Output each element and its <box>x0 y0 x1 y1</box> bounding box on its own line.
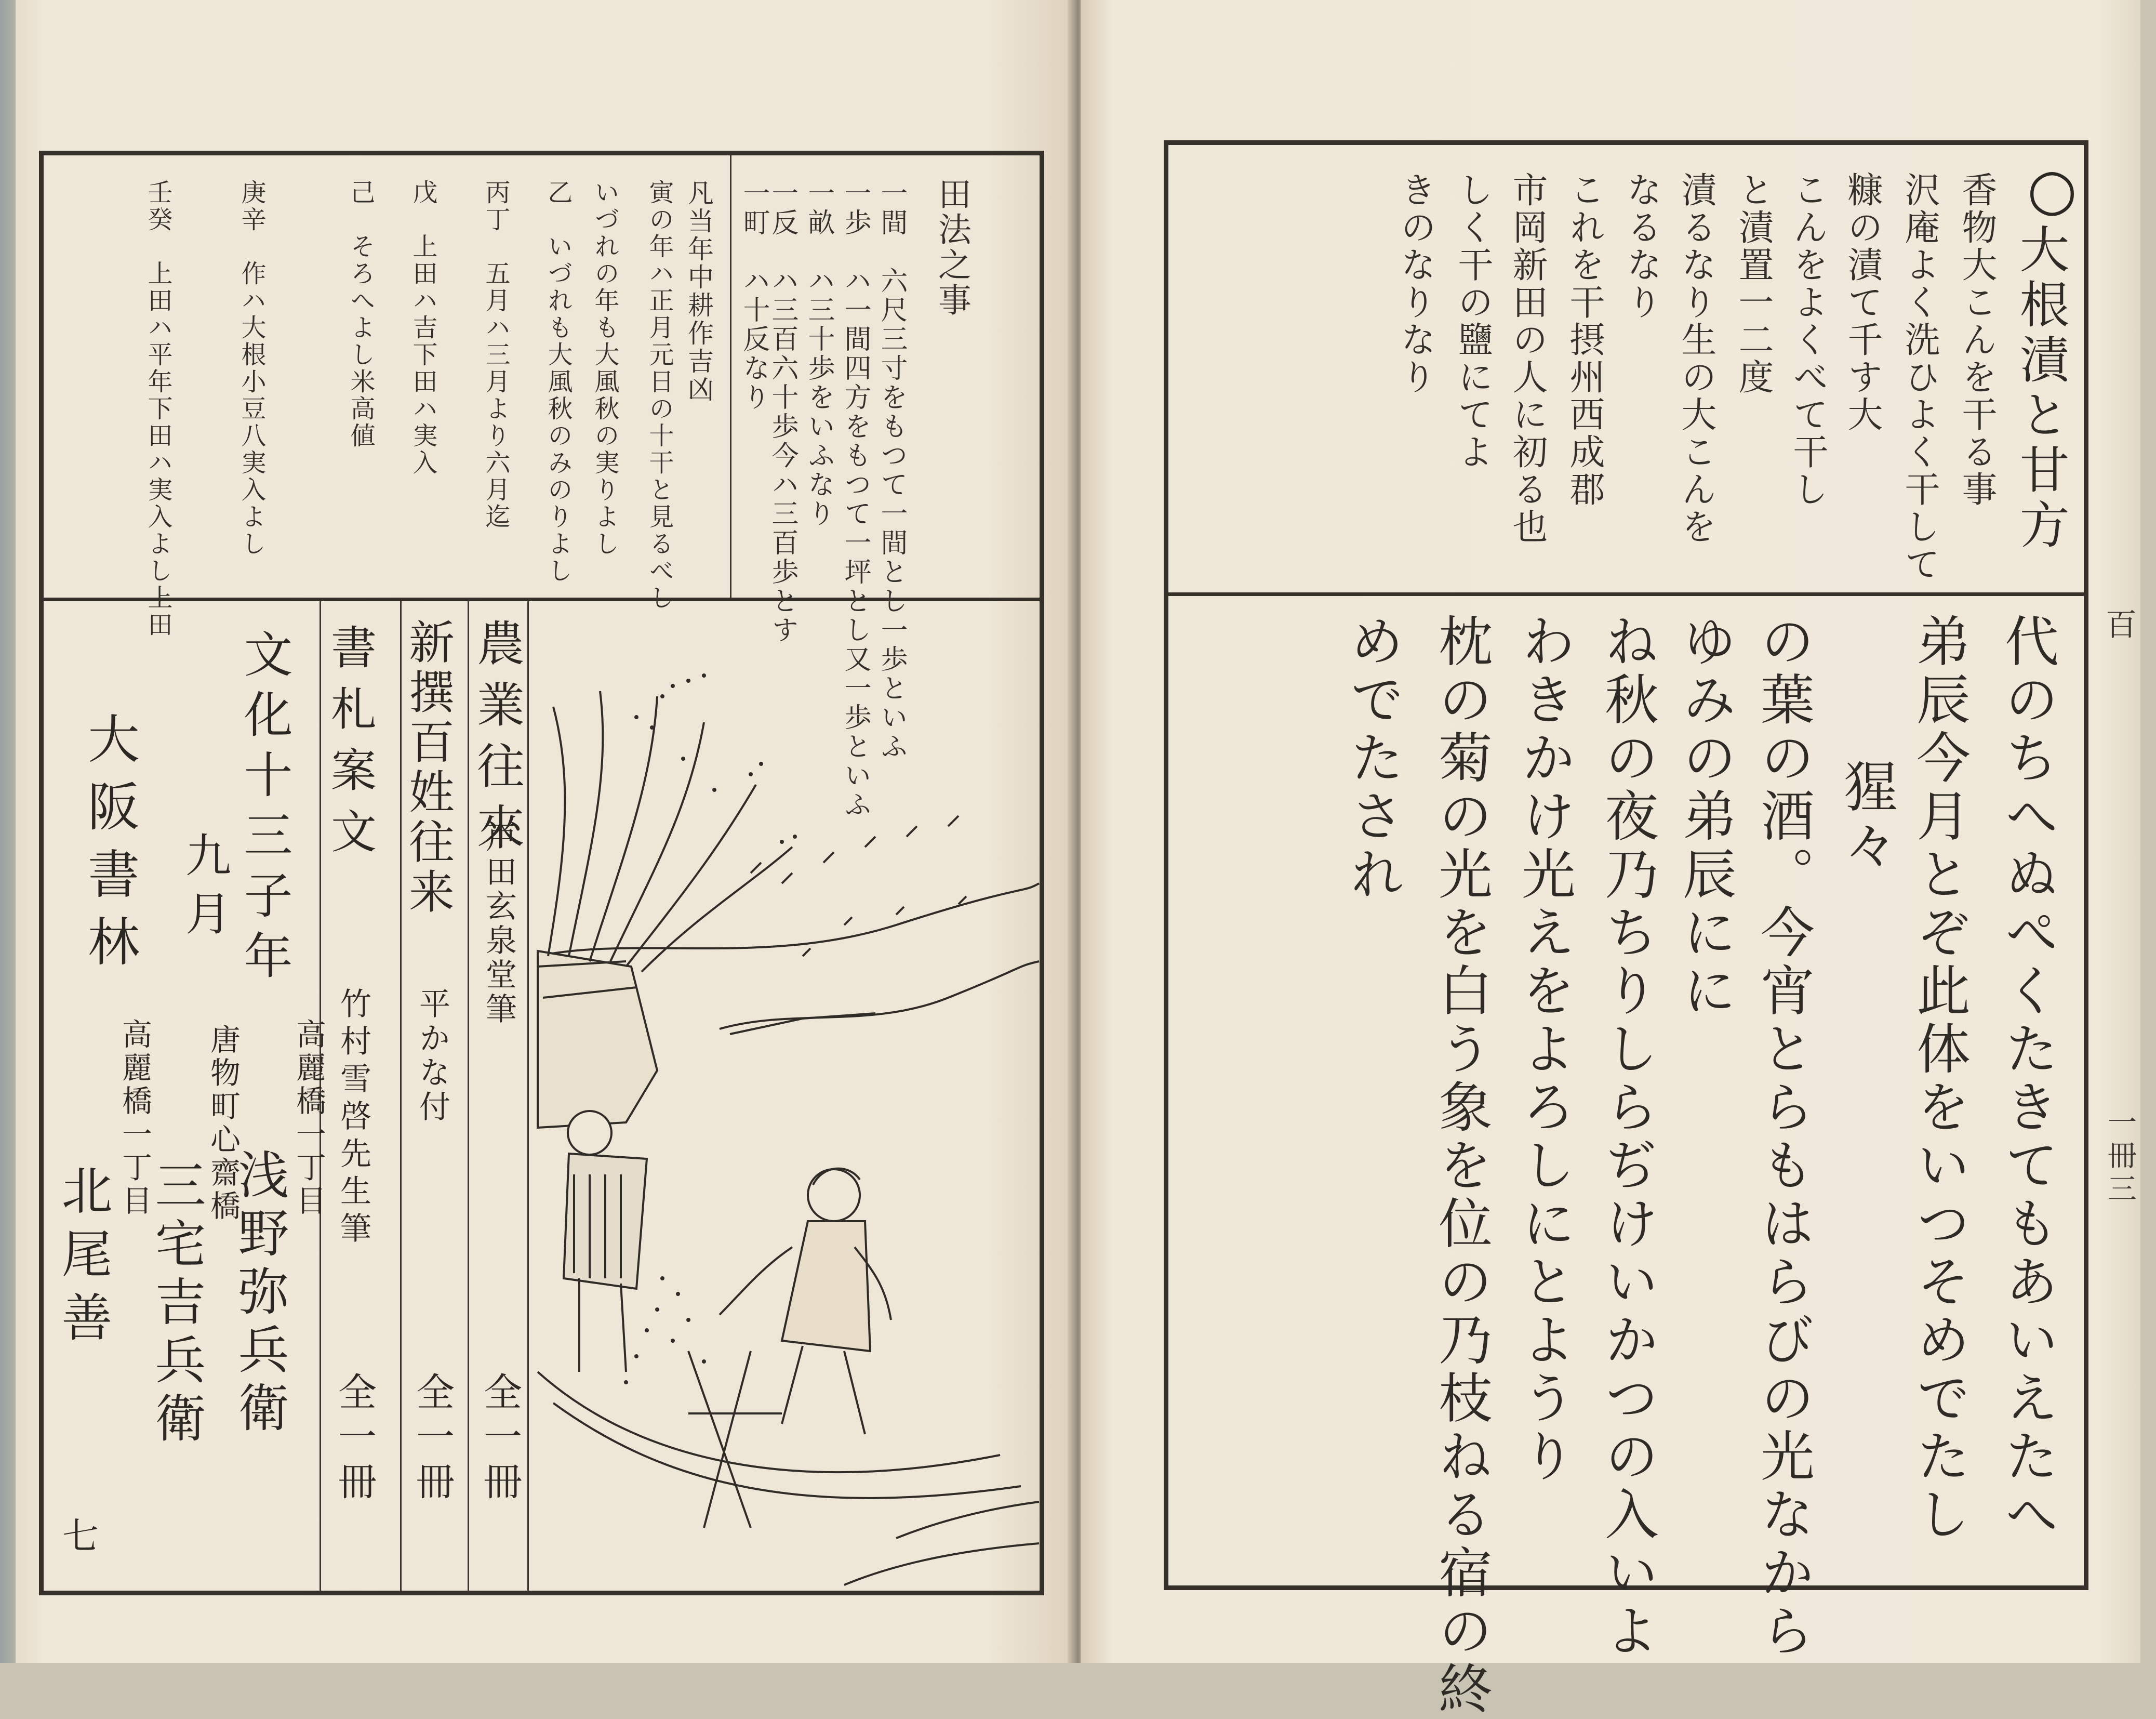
main-line-8: 枕の菊の光を白う象を位の乃枝ねる宿の終 <box>1429 613 1493 1719</box>
main-line-7: わきかけ光えをよろしにとようり <box>1512 613 1576 1486</box>
book-title-2: 新撰百姓往来 <box>402 618 455 918</box>
left-top-line-10: 丙丁 五月ハ三月より六月迄 <box>481 179 510 531</box>
book-volumes-1: 全一冊 <box>477 1372 522 1506</box>
left-top-line-7: 寅の年ハ正月元日の十干と見るべし <box>645 179 674 612</box>
book-title-1: 農業往來 <box>469 618 525 864</box>
left-top-heading: 田法之事 <box>933 177 971 318</box>
left-top-line-2: 一歩 ハ一間四方をもつて一坪とし又一歩といふ <box>840 179 871 819</box>
title-col-rule-1 <box>527 601 529 1591</box>
left-top-line-1: 一間 六尺三寸をもつて一間とし一歩といふ <box>876 179 907 761</box>
main-line-4: の葉の酒。今宵とらもはらびの光なから <box>1751 613 1815 1661</box>
right-top-line-8: これを干摂州西成郡 <box>1564 171 1605 508</box>
right-top-line-5: と漬置一二度 <box>1733 171 1774 396</box>
publisher-2-name: 三宅吉兵衛 <box>147 1159 206 1450</box>
right-top-line-1: 香物大こんを干る事 <box>1956 171 1997 508</box>
main-line-6: ね秋の夜乃ちりしらぢけいかつの入いよ <box>1595 613 1659 1661</box>
right-top-line-7: なるなり <box>1621 171 1662 321</box>
colophon-publisher-group: 大阪書林 <box>79 712 140 982</box>
publisher-2-address: 唐物町心齋橋 <box>205 1024 241 1223</box>
left-top-line-9: 乙 いづれも大風秋のみのりよし <box>543 179 573 585</box>
main-line-3: 猩々 <box>1834 759 1898 875</box>
right-top-line-10: しく干の鹽にてよ <box>1452 171 1493 471</box>
right-top-heading: 大根漬と甘方 <box>2012 223 2070 554</box>
publisher-1-address: 高麗橋一丁目 <box>291 1019 326 1218</box>
left-folio-number: 七 <box>62 1515 99 1557</box>
left-top-line-14: 壬癸 上田ハ平年下田ハ実入よし上田 <box>143 179 172 639</box>
side-label: 百 <box>2100 608 2137 643</box>
right-top-line-3: 糠の漬て千す大 <box>1842 171 1883 433</box>
publisher-1-name: 浅野弥兵衛 <box>230 1148 289 1439</box>
left-top-line-13: 庚辛 作ハ大根小豆八実入よし <box>237 179 266 558</box>
book-title-3: 書札案文 <box>324 624 377 869</box>
left-page <box>16 0 1073 1663</box>
book-author-3: 竹村雪啓先生筆 <box>335 987 371 1249</box>
harvest-illustration <box>533 603 1042 1590</box>
right-top-line-4: こんをよくべて干し <box>1787 171 1828 508</box>
edge-note: 一冊三 <box>2103 1107 2137 1207</box>
circle-mark: ○ <box>2019 156 2085 222</box>
main-line-1: 代のちへぬぺくたきてもあいえたへ <box>1995 613 2059 1544</box>
colophon-month: 九月 <box>178 831 232 948</box>
right-top-line-9: 市岡新田の人に初る也 <box>1507 171 1548 546</box>
left-top-line-6: 凡当年中耕作吉凶 <box>684 179 714 404</box>
right-divider <box>1164 592 2088 596</box>
publisher-3-address: 高麗橋一丁目 <box>117 1019 152 1218</box>
main-line-5: ゆみの弟辰にに <box>1673 613 1737 1021</box>
left-top-line-12: 己 そろへよし米高値 <box>346 179 375 449</box>
book-volumes-2: 全一冊 <box>410 1372 455 1506</box>
book-author-2: 平かな付 <box>414 987 450 1125</box>
right-top-line-11: きのなりなり <box>1395 171 1436 396</box>
publisher-3-name: 北尾善 <box>53 1164 112 1354</box>
left-heading-rule <box>730 155 731 598</box>
colophon-date: 文化十三子年 <box>235 629 292 990</box>
left-top-line-4: 一反 ハ三百六十歩今ハ三百歩とす <box>767 179 798 645</box>
main-line-2: 弟辰今月とぞ此体をいつそめでたし <box>1907 613 1971 1544</box>
left-top-line-8: いづれの年も大風秋の実りよし <box>590 179 619 558</box>
left-top-line-11: 戊 上田ハ吉下田ハ実入 <box>408 179 437 477</box>
right-top-line-2: 沢庵よく洗ひよく干して <box>1899 171 1940 583</box>
right-top-line-6: 漬るなり生の大こんを <box>1675 171 1716 546</box>
left-top-line-3: 一畝 ハ三十歩をいふなり <box>803 179 834 528</box>
left-top-line-5: 一町 ハ十反なり <box>738 179 769 412</box>
main-line-9: めでたされ <box>1341 613 1404 904</box>
book-volumes-3: 全一冊 <box>332 1372 377 1506</box>
right-page <box>1081 0 2140 1719</box>
book-author-1: 戸田玄泉堂筆 <box>481 821 517 1027</box>
